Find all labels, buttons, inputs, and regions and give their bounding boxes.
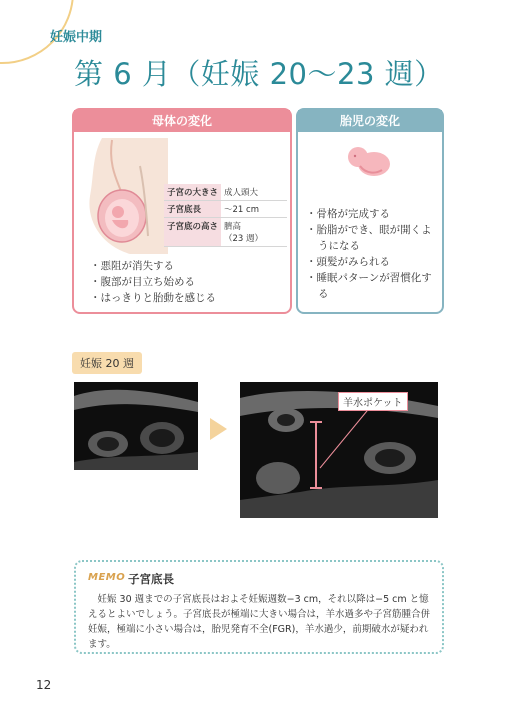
maternal-changes-panel: [72, 108, 292, 314]
week-label-tag: 妊娠 20 週: [72, 352, 142, 374]
memo-title: 子宮底長: [128, 572, 174, 586]
fetal-changes-panel: [296, 108, 444, 314]
page-number: 12: [36, 678, 52, 692]
memo-body: 妊娠 30 週までの子宮底長はおよそ妊娠週数−3 cm，それ以降は−5 cm と憶えるとよいでしょう。子宮底長が極端に大きい場合は，羊水過多や子宮筋腫合併妊娠，極端に小さい場合は，胎児発育不全(FGR)，羊水過少，前期破水が疑われます。: [88, 594, 431, 650]
table-cell-label: 子宮底長: [164, 201, 221, 218]
list-item: ・ はっきりと胎動を感じる: [90, 290, 216, 306]
table-row: [164, 218, 287, 247]
amniotic-pocket-callout: 羊水ポケット: [338, 392, 408, 411]
maternal-data-table: [164, 184, 287, 247]
fetal-panel-header: 胎児の変化: [298, 110, 442, 132]
list-item: ・ 骨格が完成する: [306, 206, 442, 222]
memo-tag: MEMO: [88, 572, 126, 583]
table-cell-value: 臍高 （23 週）: [221, 218, 287, 247]
memo-box: [74, 560, 444, 654]
fetal-bullet-list: [306, 206, 442, 302]
table-row: [164, 184, 287, 201]
ultrasound-image-raw: [74, 382, 198, 470]
table-cell-label: 子宮底の高さ: [164, 218, 221, 247]
list-item: ・ 胎脂ができ、眼が開くようになる: [306, 222, 442, 254]
table-cell-value: 成人頭大: [221, 184, 287, 201]
fetus-illustration: [346, 144, 392, 180]
list-item: ・ 悪阻が消失する: [90, 258, 216, 274]
maternal-bullet-list: [90, 258, 216, 306]
page-title: 第 6 月（妊娠 20〜23 週）: [74, 57, 444, 91]
table-cell-value: 〜21 cm: [221, 201, 287, 218]
table-cell-label: 子宮の大きさ: [164, 184, 221, 201]
list-item: ・ 睡眠パターンが習慣化する: [306, 270, 442, 302]
list-item: ・ 腹部が目立ち始める: [90, 274, 216, 290]
maternal-panel-header: 母体の変化: [74, 110, 290, 132]
uterus-illustration: [82, 136, 168, 256]
list-item: ・ 頭髪がみられる: [306, 254, 442, 270]
section-label: 妊娠中期: [50, 30, 103, 45]
arrow-right-icon: [210, 418, 227, 440]
table-row: [164, 201, 287, 218]
